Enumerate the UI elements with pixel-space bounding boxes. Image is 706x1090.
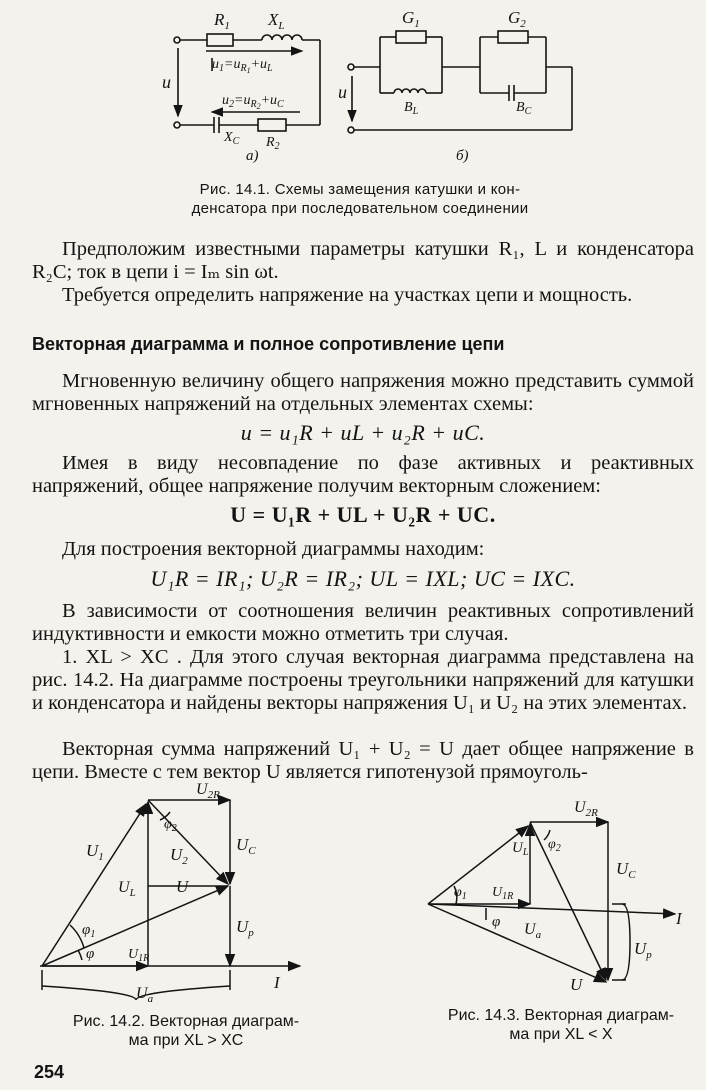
label-u-b: u bbox=[338, 82, 347, 102]
figure-14-1-caption bbox=[150, 180, 570, 218]
paragraph-4: Имея в виду несовпадение по фазе активных и реактивных напряжений, общее напряжение получим векторным сложением: bbox=[32, 452, 694, 497]
circuit-a bbox=[174, 34, 320, 133]
label-UC: $U_C$ bbox=[236, 835, 256, 857]
page-number: 254 bbox=[34, 1062, 65, 1082]
figure-14-2-vector-diagram bbox=[0, 780, 330, 1010]
label-R1: $R_1$ bbox=[214, 10, 230, 32]
label-U: U bbox=[176, 877, 189, 896]
paragraph-1: Предположим известными параметры катушки R₁, L и конденсатора R₂C; ток в цепи i = Iₘ sin ωt. bbox=[32, 238, 694, 283]
label-UC: $U_C$ bbox=[616, 859, 636, 881]
label-Ua: $U_a$ bbox=[136, 985, 154, 1005]
formula-2: U = U₁R + UL + U₂R + UC. bbox=[230, 502, 496, 527]
caption-line: Рис. 14.2. Векторная диаграм- bbox=[72, 1013, 300, 1030]
caption-line: ма при XL < X bbox=[509, 1026, 613, 1043]
label-BL: $B_L$ bbox=[404, 100, 419, 117]
label-Ua: $U_a$ bbox=[524, 921, 542, 941]
label-U2R: $U_{2R}$ bbox=[196, 781, 220, 801]
label-phi1: $\varphi_1$ bbox=[82, 922, 96, 940]
label-I: I bbox=[274, 973, 280, 992]
label-BC: $B_C$ bbox=[516, 100, 532, 117]
label-U2R: $U_{2R}$ bbox=[574, 799, 598, 819]
paragraph-6: В зависимости от соотношения величин реактивных сопротивлений индуктивности и емкости можно отметить три случая. bbox=[32, 600, 694, 645]
label-u2-eq: $u_2=u_R2+u_C$ bbox=[222, 93, 284, 111]
label-XL: $X_L$ bbox=[268, 10, 285, 32]
label-Up: $U_p$ bbox=[634, 939, 652, 961]
paragraph-7: 1. XL > XC . Для этого случая векторная диаграмма представлена на рис. 14.2. На диаграмме построены треугольники напряжений для катушки и конденсатора и найдены векторы напряжения U₁ и U₂ на этих элементах. bbox=[32, 646, 694, 714]
label-phi1: $\varphi_1$ bbox=[454, 885, 467, 902]
label-UL: $U_L$ bbox=[118, 879, 136, 899]
paragraph-3: Мгновенную величину общего напряжения можно представить суммой мгновенных напряжений на отдельных элементах схемы: bbox=[32, 370, 694, 415]
label-G2: $G_2$ bbox=[508, 8, 526, 30]
label-u-a: u bbox=[162, 72, 171, 92]
label-b: б) bbox=[456, 148, 469, 164]
paragraph-2: Требуется определить напряжение на участках цепи и мощность. bbox=[62, 284, 633, 306]
label-U1R: $U_{1R}$ bbox=[492, 885, 514, 902]
label-a: а) bbox=[246, 148, 259, 164]
label-phi2: $\varphi_2$ bbox=[164, 817, 177, 834]
label-XC: $X_C$ bbox=[224, 130, 240, 147]
caption-line: Рис. 14.1. Схемы замещения катушки и кон- bbox=[199, 181, 521, 198]
paragraph-8: Векторная сумма напряжений U₁ + U₂ = U дает общее напряжение в цепи. Вместе с тем вектор U является гипотенузой прямоуголь- bbox=[32, 738, 694, 783]
caption-line: Рис. 14.3. Векторная диаграм- bbox=[447, 1007, 675, 1024]
caption-line: денсатора при последовательном соединении bbox=[191, 200, 529, 217]
formula-3: U₁R = IR₁; U₂R = IR₂; UL = IXL; UC = IXC. bbox=[150, 566, 576, 591]
label-R2: $R_2$ bbox=[266, 135, 280, 152]
label-G1: $G_1$ bbox=[402, 8, 420, 30]
label-phi2: $\varphi_2$ bbox=[548, 837, 561, 854]
figure-14-3-caption bbox=[416, 1006, 706, 1044]
label-Up: $U_p$ bbox=[236, 917, 254, 939]
label-U1: $U_1$ bbox=[86, 841, 104, 863]
caption-line: ма при XL > XC bbox=[128, 1032, 244, 1049]
label-U2: $U_2$ bbox=[170, 845, 188, 867]
figure-14-1-circuits bbox=[0, 0, 706, 180]
label-u1-eq: $u_1=u_R1+u_L$ bbox=[212, 57, 273, 75]
label-UL: $U_L$ bbox=[512, 840, 529, 858]
figure-14-3-vector-diagram bbox=[400, 790, 700, 1010]
label-phi: φ bbox=[492, 914, 501, 930]
formula-1: u = u₁R + uL + u₂R + uC. bbox=[240, 420, 486, 445]
label-I: I bbox=[676, 909, 682, 928]
circuit-b bbox=[348, 31, 572, 133]
section-heading: Векторная диаграмма и полное сопротивление цепи bbox=[32, 334, 505, 354]
label-U: U bbox=[570, 975, 583, 994]
label-U1R: $U_{1R}$ bbox=[128, 947, 150, 964]
label-phi: φ bbox=[86, 946, 95, 962]
figure-14-2-caption bbox=[36, 1012, 336, 1050]
paragraph-5: Для построения векторной диаграммы находим: bbox=[62, 538, 485, 560]
